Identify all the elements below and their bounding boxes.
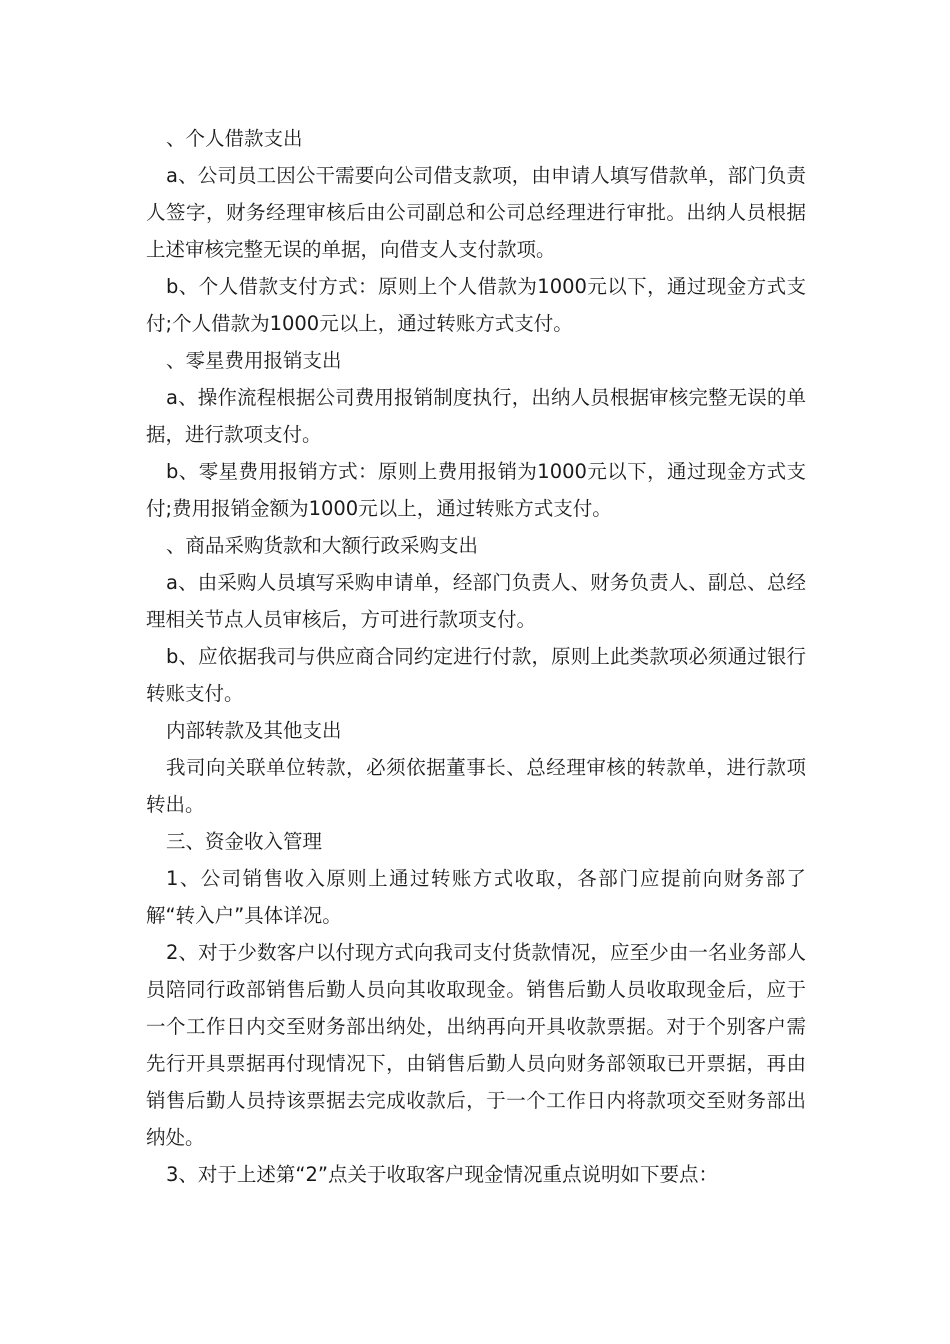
paragraph-income-item-2: 2、对于少数客户以付现方式向我司支付货款情况，应至少由一名业务部人员陪同行政部销售后勤人员向其收取现金。销售后勤人员收取现金后，应于一个工作日内交至财务部出纳处，出纳再向开具收款票据。对于个别客户需先行开具票据再付现情况下，由销售后勤人员向财务部领取已开票据，再由销售后勤人员持该票据去完成收款后，于一个工作日内将款项交至财务部出纳处。 bbox=[146, 941, 806, 1149]
paragraph-loan-payment-method: b、个人借款支付方式：原则上个人借款为1000元以下，通过现金方式支付;个人借款为1000元以上，通过转账方式支付。 bbox=[146, 275, 806, 335]
document-body bbox=[146, 120, 806, 1193]
heading-personal-loan: 、个人借款支出 bbox=[166, 127, 303, 150]
paragraph-procurement-approval: a、由采购人员填写采购申请单，经部门负责人、财务负责人、副总、总经理相关节点人员审核后，方可进行款项支付。 bbox=[146, 571, 806, 631]
paragraph-income-item-1: 1、公司销售收入原则上通过转账方式收取，各部门应提前向财务部了解“转入户”具体详况。 bbox=[146, 867, 806, 927]
paragraph-loan-procedure: a、公司员工因公干需要向公司借支款项，由申请人填写借款单，部门负责人签字，财务经理审核后由公司副总和公司总经理进行审批。出纳人员根据上述审核完整无误的单据，向借支人支付款项。 bbox=[146, 164, 806, 261]
paragraph-income-item-3: 3、对于上述第“2”点关于收取客户现金情况重点说明如下要点： bbox=[166, 1163, 719, 1186]
heading-internal-transfer: 内部转款及其他支出 bbox=[166, 719, 342, 742]
paragraph-expense-procedure: a、操作流程根据公司费用报销制度执行，出纳人员根据审核完整无误的单据，进行款项支付。 bbox=[146, 386, 806, 446]
heading-petty-expense: 、零星费用报销支出 bbox=[166, 349, 342, 372]
heading-income-management: 三、资金收入管理 bbox=[166, 830, 323, 853]
paragraph-procurement-payment: b、应依据我司与供应商合同约定进行付款，原则上此类款项必须通过银行转账支付。 bbox=[146, 645, 806, 705]
paragraph-internal-transfer: 我司向关联单位转款，必须依据董事长、总经理审核的转款单，进行款项转出。 bbox=[146, 756, 806, 816]
paragraph-expense-payment-method: b、零星费用报销方式：原则上费用报销为1000元以下，通过现金方式支付;费用报销金额为1000元以上，通过转账方式支付。 bbox=[146, 460, 806, 520]
heading-procurement: 、商品采购货款和大额行政采购支出 bbox=[166, 534, 479, 557]
